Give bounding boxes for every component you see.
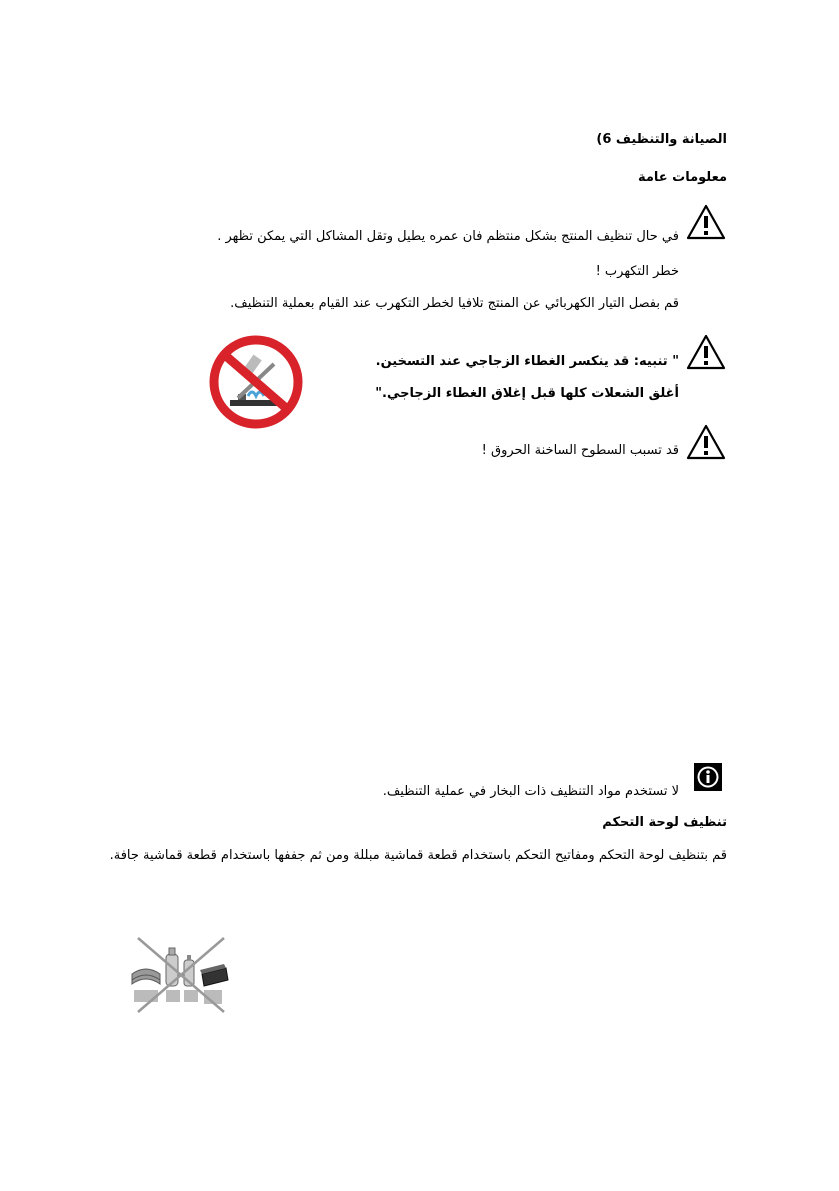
- no-closing-glass-lid-icon: [208, 334, 304, 430]
- glass-warning-line-2: أغلق الشعلات كلها قبل إغلاق الغطاء الزجاجي.": [375, 386, 679, 401]
- no-abrasive-cleaners-icon: [126, 934, 236, 1014]
- shock-danger-text: خطر التكهرب !: [595, 264, 679, 279]
- regular-cleaning-text: في حال تنظيف المنتج بشكل منتظم فان عمره يطيل وتقل المشاكل التي يمكن تظهر .: [217, 229, 679, 244]
- section-title: [596, 132, 727, 147]
- section-title-text: الصيانة والتنظيف: [615, 132, 727, 147]
- warning-triangle-icon: [686, 204, 726, 240]
- hot-surfaces-text: قد تسبب السطوح الساخنة الحروق !: [481, 443, 679, 458]
- general-heading: معلومات عامة: [637, 170, 727, 185]
- warning-triangle-icon: [686, 334, 726, 370]
- section-number: 6): [596, 132, 612, 147]
- warning-triangle-icon: [686, 424, 726, 460]
- info-icon: [693, 762, 723, 792]
- control-panel-text: قم بتنظيف لوحة التحكم ومفاتيح التحكم باستخدام قطعة قماشية مبللة ومن ثم جففها باستخدام قطعة قماشية جافة.: [109, 848, 727, 863]
- control-panel-heading: تنظيف لوحة التحكم: [602, 815, 727, 830]
- no-steam-text: لا تستخدم مواد التنظيف ذات البخار في عملية التنظيف.: [382, 784, 679, 799]
- disconnect-text: قم بفصل التيار الكهربائي عن المنتج تلافيا لخطر التكهرب عند القيام بعملية التنظيف.: [230, 296, 679, 311]
- glass-warning-line-1: " تنبيه: قد ينكسر الغطاء الزجاجي عند التسخين.: [375, 354, 679, 369]
